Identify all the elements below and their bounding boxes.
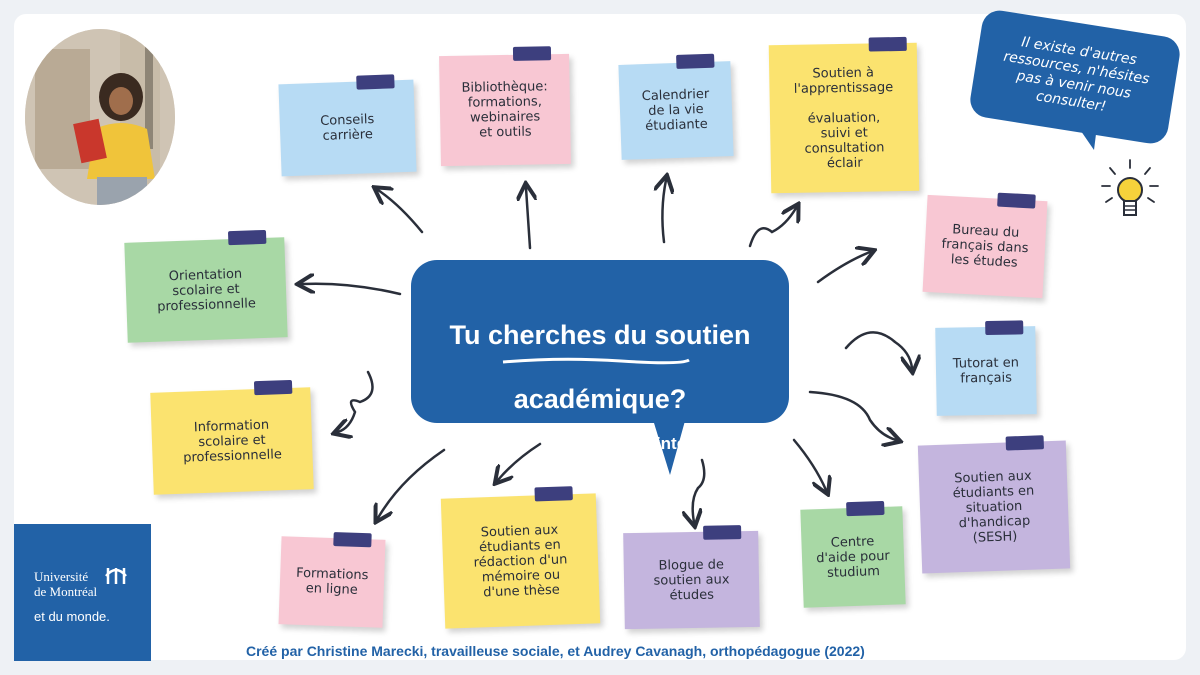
- center-title-line1: Tu cherches du soutien: [449, 320, 751, 350]
- arrow: [378, 450, 444, 518]
- arrow: [338, 372, 373, 432]
- note-label: Bureau du français dans les études: [941, 222, 1029, 271]
- arrow: [526, 188, 530, 248]
- note-label: Soutien à l'apprentissage évaluation, suivi et consultation éclair: [793, 64, 894, 171]
- arrow: [794, 440, 826, 490]
- center-subtitle: Clique sur l'onglet qui t'intéresse!: [463, 434, 737, 453]
- logo-line1: Université: [34, 569, 89, 584]
- note-label: Bibliothèque: formations, webinaires et outils: [461, 79, 548, 141]
- note-label: Conseils carrière: [319, 112, 375, 144]
- arrow: [810, 392, 896, 440]
- note-label: Tutorat en français: [952, 355, 1020, 387]
- note-label: Formations en ligne: [295, 565, 369, 598]
- note-label: Centre d'aide pour studium: [815, 533, 891, 581]
- note-label: Information scolaire et professionnelle: [182, 417, 283, 466]
- udem-logo-icon: [104, 566, 130, 588]
- arrow: [846, 332, 912, 368]
- arrow: [378, 190, 422, 232]
- note-label: Calendrier de la vie étudiante: [641, 86, 710, 135]
- lightbulb-icon: [1098, 158, 1162, 220]
- udem-logo-box[interactable]: [14, 524, 151, 661]
- logo-line2: de Montréal: [34, 584, 98, 599]
- logo-tagline: et du monde.: [34, 609, 110, 624]
- note-label: Soutien aux étudiants en situation d'handicap (SESH): [952, 468, 1035, 546]
- note-label: Orientation scolaire et professionnelle: [156, 266, 257, 315]
- arrow: [818, 252, 870, 282]
- center-title-line2: académique?: [513, 384, 687, 414]
- note-label: Soutien aux étudiants en rédaction d'un mémoire ou d'une thèse: [473, 522, 568, 600]
- note-label: Blogue de soutien aux études: [653, 556, 730, 603]
- speech-text: Il existe d'autres ressources, n'hésites pas à venir nous consulter!: [1002, 34, 1151, 116]
- arrow: [302, 284, 400, 294]
- arrow: [662, 180, 666, 242]
- credit-line: Créé par Christine Marecki, travailleuse sociale, et Audrey Cavanagh, orthopédagogue (2022): [246, 643, 865, 659]
- arrow: [693, 460, 705, 522]
- arrow: [750, 208, 796, 246]
- arrow: [498, 444, 540, 480]
